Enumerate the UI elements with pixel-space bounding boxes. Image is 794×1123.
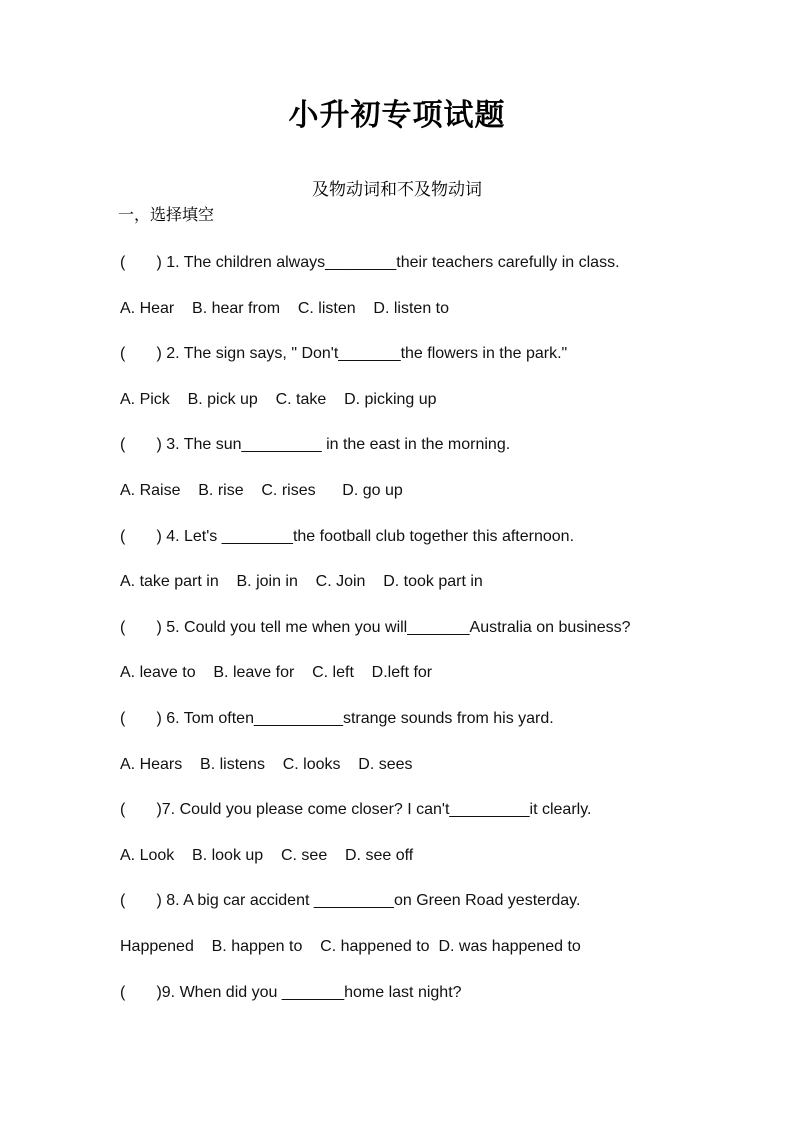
page-subtitle: 及物动词和不及物动词 xyxy=(312,180,482,200)
question-2: ( ) 2. The sign says, " Don't_______the flowers in the park." xyxy=(120,345,568,363)
question-6-options: A. Hears B. listens C. looks D. sees xyxy=(120,755,413,773)
page-title: 小升初专项试题 xyxy=(288,98,506,133)
question-1: ( ) 1. The children always________their teachers carefully in class. xyxy=(120,254,620,271)
section-heading: 一，选择填空 xyxy=(118,205,215,224)
question-7-options: A. Look B. look up C. see D. see off xyxy=(120,846,414,864)
question-list xyxy=(120,250,760,1025)
question-9: ( )9. When did you _______home last night? xyxy=(120,983,462,1001)
question-2-options: A. Pick B. pick up C. take D. picking up xyxy=(120,390,437,408)
question-8: ( ) 8. A big car accident _________on Green Road yesterday. xyxy=(120,892,581,910)
question-1-options: A. Hear B. hear from C. listen D. listen to xyxy=(120,299,449,317)
question-4: ( ) 4. Let's ________the football club together this afternoon. xyxy=(120,527,575,545)
question-8-options: Happened B. happen to C. happened to D. was happened to xyxy=(120,937,581,955)
question-7: ( )7. Could you please come closer? I can't_________it clearly. xyxy=(120,801,592,819)
question-5: ( ) 5. Could you tell me when you will_______Australia on business? xyxy=(120,618,631,636)
question-3: ( ) 3. The sun_________ in the east in the morning. xyxy=(120,436,511,454)
question-5-options: A. leave to B. leave for C. left D.left for xyxy=(120,664,433,682)
question-4-options: A. take part in B. join in C. Join D. took part in xyxy=(120,573,483,591)
question-3-options: A. Raise B. rise C. rises D. go up xyxy=(120,481,403,499)
question-6: ( ) 6. Tom often__________strange sounds from his yard. xyxy=(120,709,554,727)
